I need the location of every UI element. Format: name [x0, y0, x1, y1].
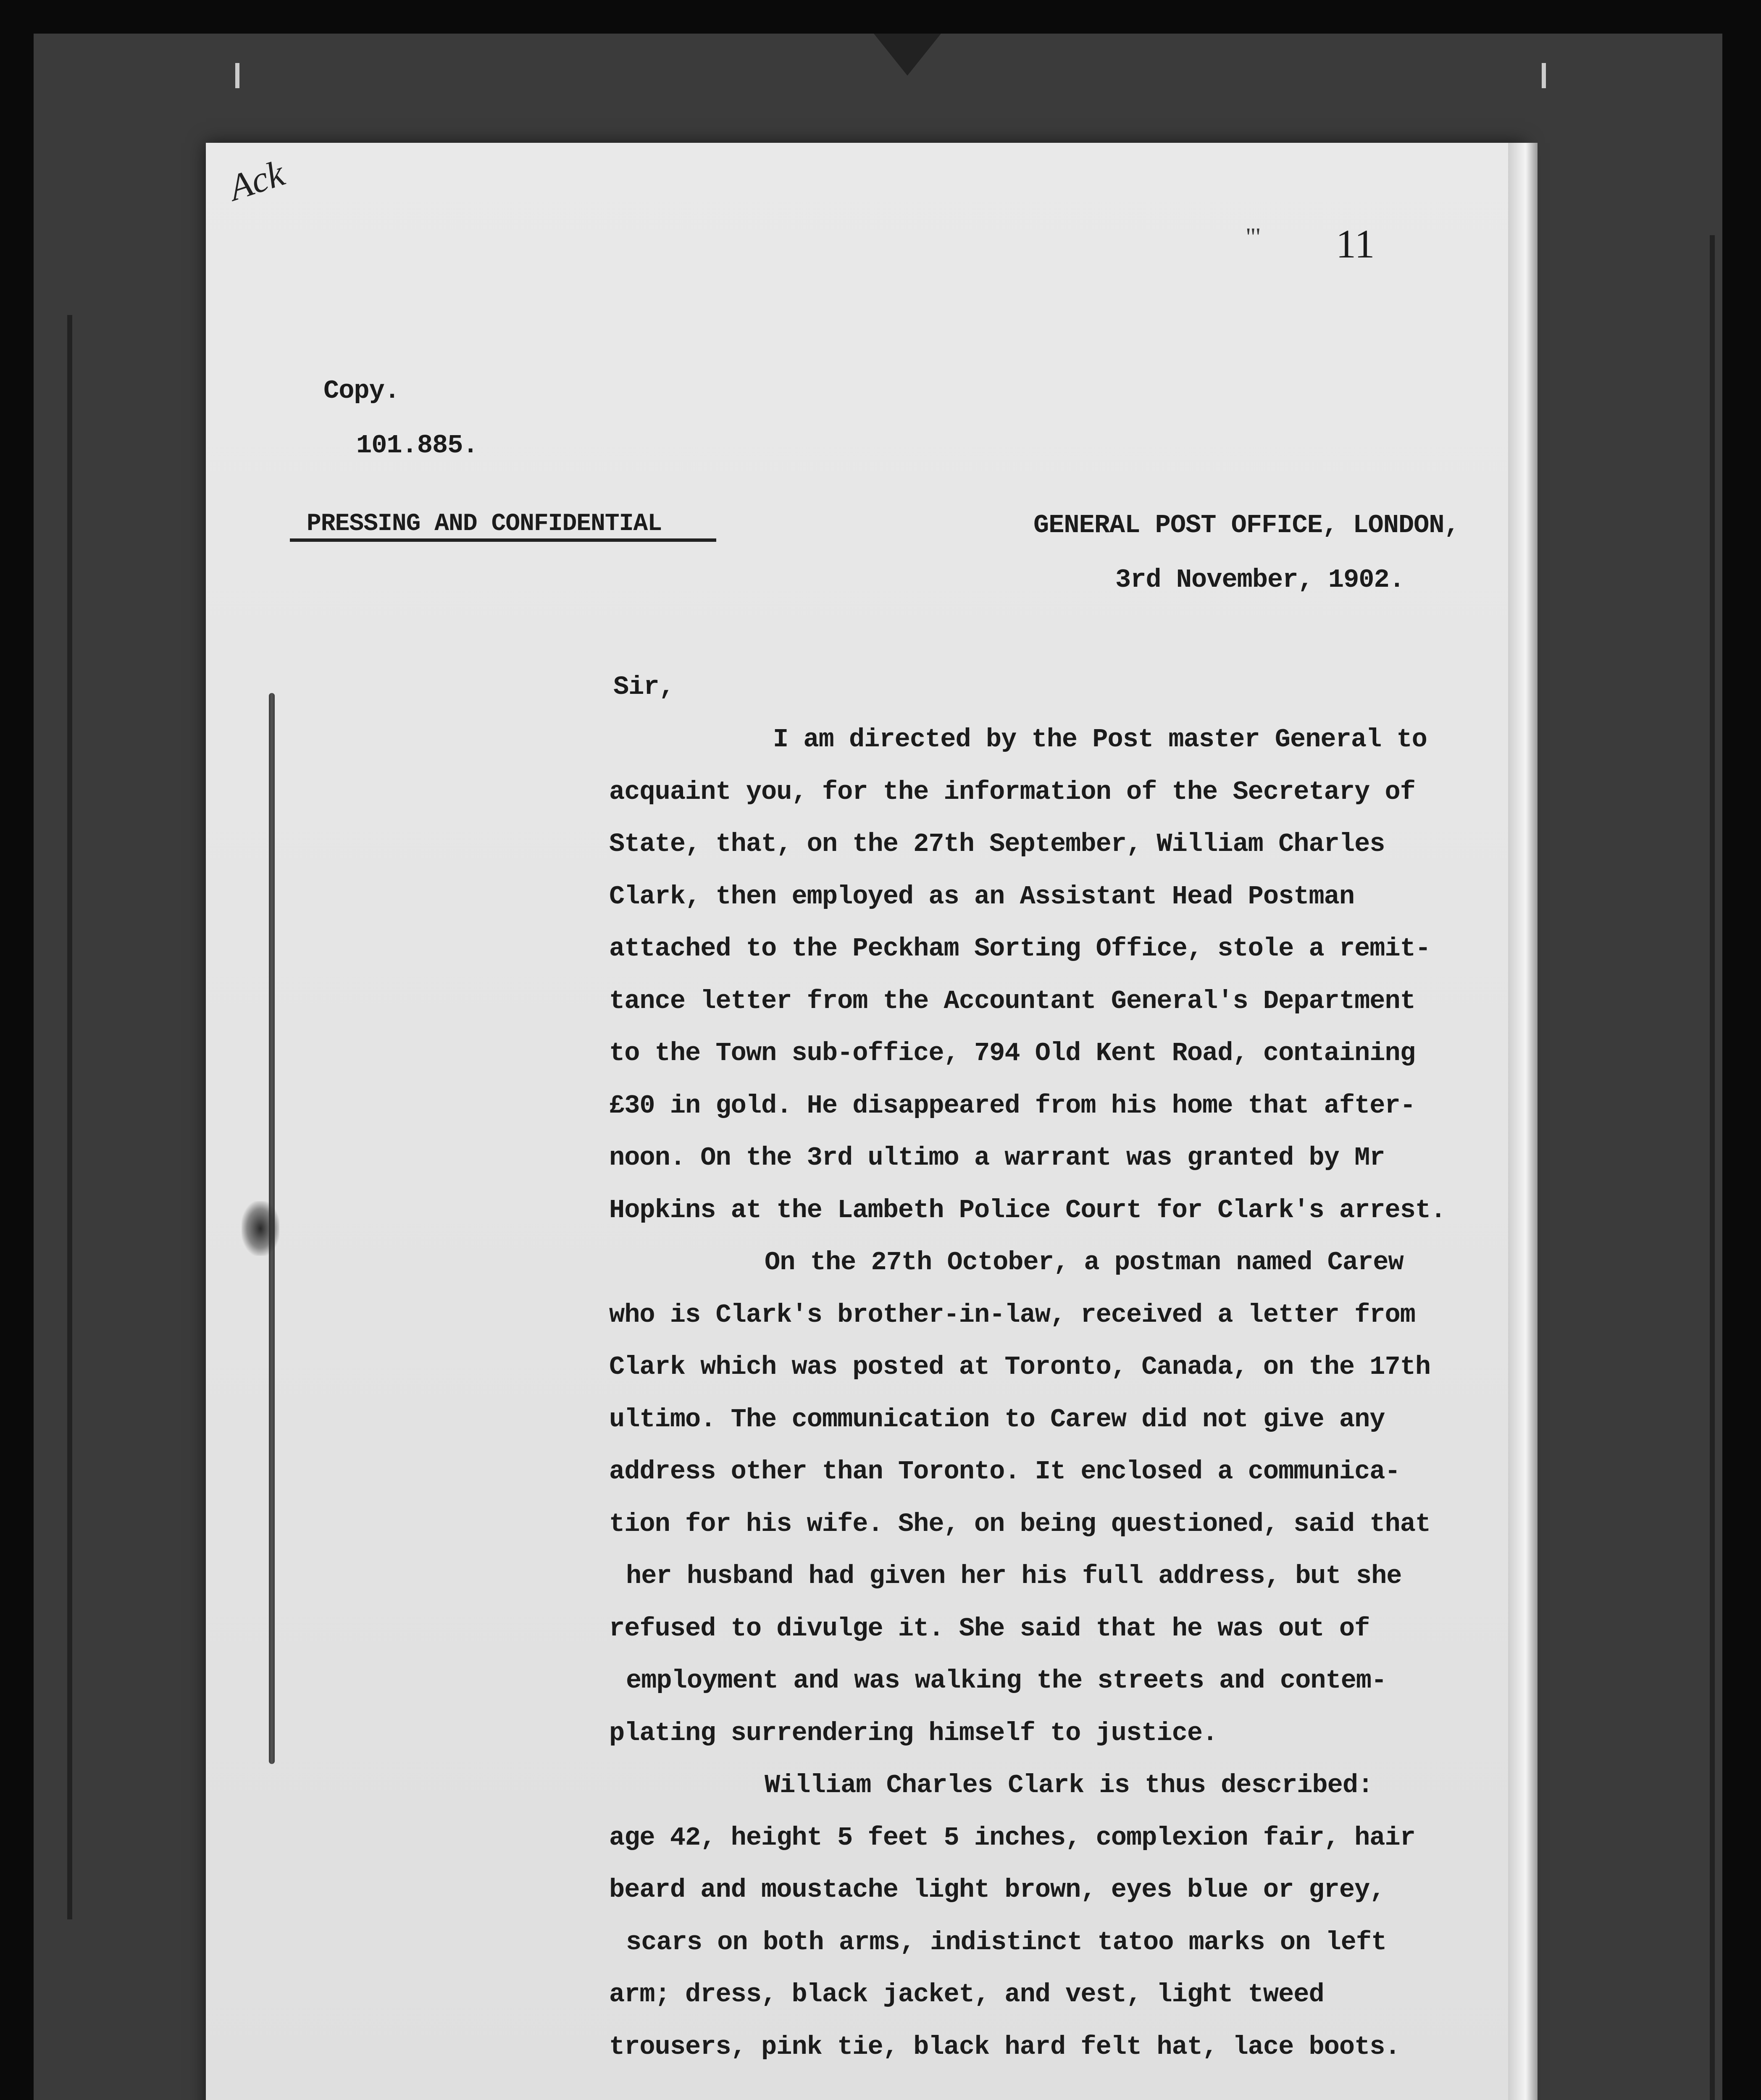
reference-number: 101.885. — [356, 430, 478, 460]
page-number: 11 — [1336, 221, 1375, 266]
film-tick-left — [235, 63, 239, 88]
body-line: age 42, height 5 feet 5 inches, complexion fair, hair — [609, 1822, 1415, 1853]
margin-ink-blot — [242, 1201, 279, 1256]
body-line: ultimo. The communication to Carew did not give any — [609, 1404, 1385, 1434]
body-line: refused to divulge it. She said that he was out of — [609, 1613, 1370, 1643]
handwritten-note: Ack — [224, 152, 289, 209]
body-line: arm; dress, black jacket, and vest, light tweed — [609, 1979, 1324, 2009]
body-line: tion for his wife. She, on being questioned, said that — [609, 1509, 1431, 1539]
body-line: her husband had given her his full address, but she — [626, 1561, 1402, 1591]
body-line: beard and moustache light brown, eyes blue or grey, — [609, 1875, 1385, 1905]
body-line: State, that, on the 27th September, William Charles — [609, 829, 1385, 859]
film-notch — [874, 34, 941, 76]
body-line: attached to the Peckham Sorting Office, stole a remit- — [609, 934, 1431, 963]
body-line: noon. On the 3rd ultimo a warrant was granted by Mr — [609, 1143, 1385, 1173]
body-line: tance letter from the Accountant General's Department — [609, 986, 1415, 1016]
film-tick-right — [1542, 63, 1546, 88]
film-scratch-right — [1710, 235, 1715, 2100]
body-line: address other than Toronto. It enclosed a communica- — [609, 1457, 1400, 1486]
body-line: who is Clark's brother-in-law, received a letter from — [609, 1299, 1415, 1330]
salutation: Sir, — [613, 672, 674, 702]
body-line: £30 in gold. He disappeared from his home that after- — [609, 1090, 1415, 1121]
body-line: to the Town sub-office, 794 Old Kent Road, containing — [609, 1038, 1415, 1068]
letter-date: 3rd November, 1902. — [1115, 565, 1404, 595]
classification-heading: PRESSING AND CONFIDENTIAL — [307, 510, 662, 538]
film-scratch-left — [67, 315, 72, 1919]
body-line: Clark which was posted at Toronto, Canada, on the 17th — [609, 1352, 1431, 1382]
sender-address: GENERAL POST OFFICE, LONDON, — [1033, 510, 1459, 540]
body-line: Clark, then employed as an Assistant Head Postman — [609, 881, 1355, 911]
body-line: scars on both arms, indistinct tatoo marks on left — [626, 1927, 1387, 1957]
body-line: employment and was walking the streets and contem- — [626, 1666, 1387, 1696]
folio-mark: "' — [1246, 223, 1261, 251]
sheet-edge — [1508, 143, 1538, 2100]
body-line: Hopkins at the Lambeth Police Court for Clark's arrest. — [609, 1195, 1446, 1225]
classification-underline — [290, 538, 716, 542]
body-line: acquaint you, for the information of the Secretary of — [609, 777, 1415, 807]
copy-label: Copy. — [323, 376, 400, 406]
body-line: plating surrendering himself to justice. — [609, 1718, 1218, 1748]
body-line: William Charles Clark is thus described: — [765, 1770, 1373, 1800]
body-line: I am directed by the Post master General to — [773, 724, 1427, 754]
body-line: On the 27th October, a postman named Carew — [765, 1247, 1404, 1277]
body-line: trousers, pink tie, black hard felt hat, lace boots. — [609, 2032, 1400, 2062]
